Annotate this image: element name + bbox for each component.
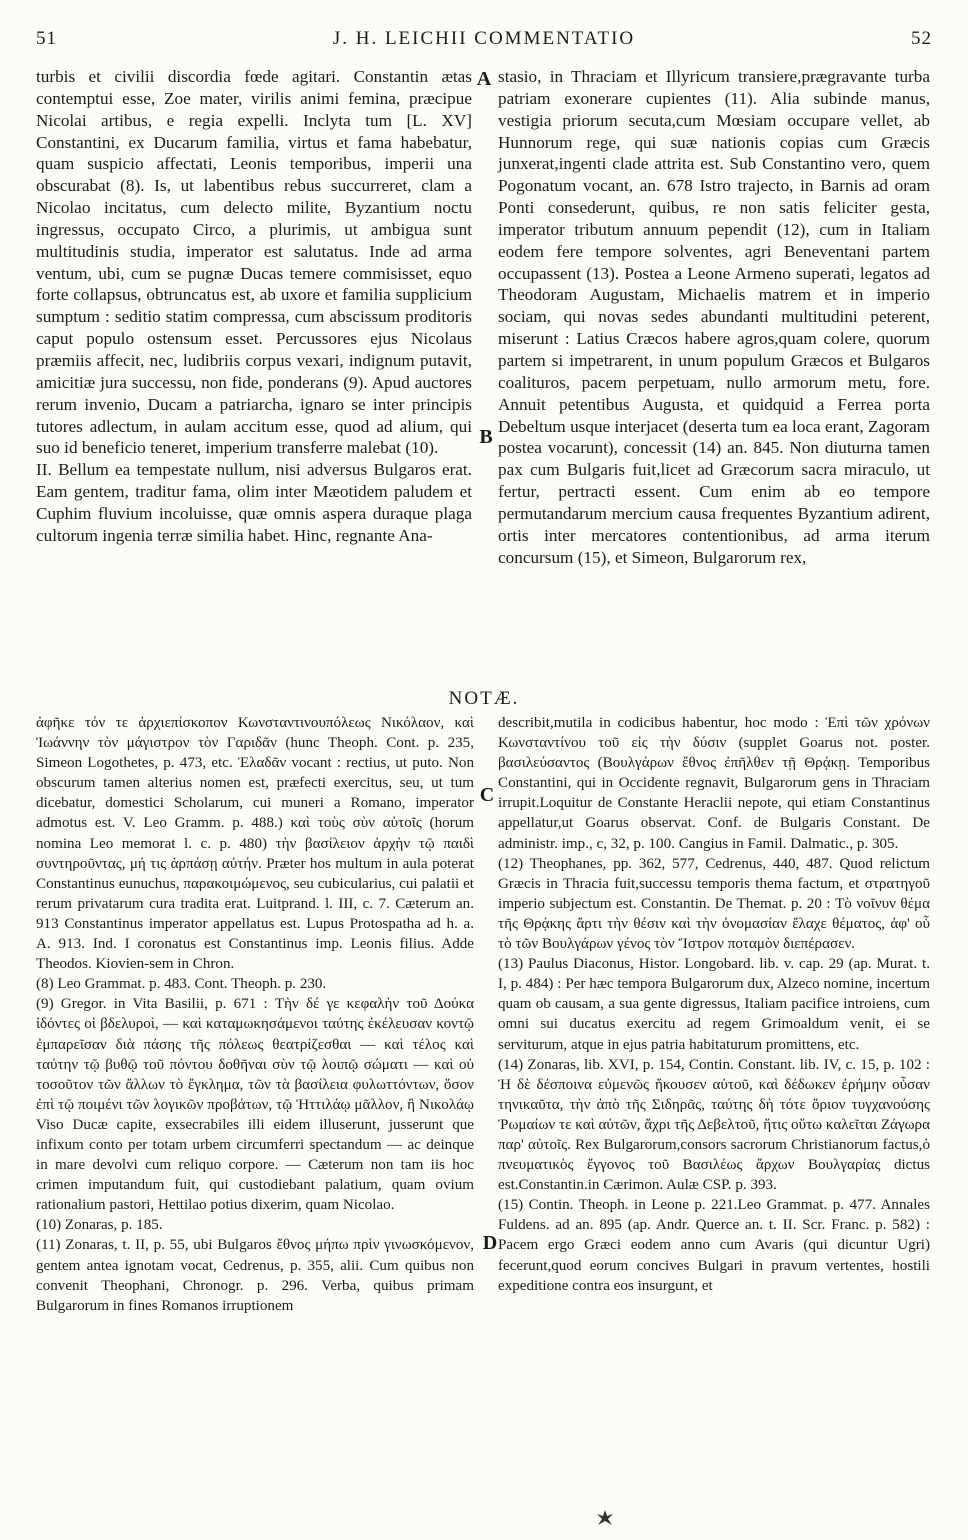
note-entry: (15) Contin. Theoph. in Leone p. 221.Leo Grammat. p. 477. Annales Fuldens. ad an. 895 (ap. Andr. Querce an. t. II. Scr. Franc. p. 582) : Pacem ergo Græci eodem anno cum Avaris (qui dicuntur Ugri) fecerunt,quod eorum concives Bulgari in pravum vertentes, hostili expeditione contra eos insurgunt, et bbox=[498, 1197, 930, 1294]
body-paragraph: stasio, in Thraciam et Illyricum transiere,prægravante turba patriam exonerare cupientes (11). Alia subinde manus, vestigia priorum secuta,cum Mœsiam occupare vellet, ab Hunnorum rege, qui suæ nationis copias cum Græcis junxerat,ingenti clade attrita est. Sub Constantino vero, quem Pogonatum vocant, an. 678 Istro trajecto, in Barnis ad oram Ponti consederunt, quibus, re non satis feliciter gesta, imperator tributum annuum pependit (12), cum in Italiam eodem fere tempore solventes, agri Beneventani partem occupassent (13). Postea a Leone Armeno superati, legatos ad Theodoram Augustam, Michaelis matrem et in imperio sociam, qui novas sedes abundanti multitudini peterent, miserunt : Latius Cræcos habere agros,quam colere, quorum partem si impetrarent, in unum populum Græcos et Bulgaros coalituros, pacem perpetuam, nullo armorum metu, fore. Annuit petentibus Augusta, et quidquid a Ferrea porta Debeltum usque interjacet (deserta tum ea loca erant, Zagoram postea vocarunt), concessit (14) an. 845. Non diuturna tamen pax cum Bulgaris fuit,licet ad Græcorum sacra miraculo, ut fertur, pertracti essent. Cum enim ab eo tempore permutandarum mercium causa frequentes Byzantium adirent, ortis inter mercatores contentionibus, ad arma iterum concursum (15), et Simeon, Bulgarorum rex, bbox=[498, 67, 930, 567]
notes-heading: NOTÆ. bbox=[448, 688, 520, 709]
margin-marker-b: B bbox=[479, 426, 493, 448]
note-entry: (13) Paulus Diaconus, Histor. Longobard. lib. v. cap. 29 (ap. Murat. t. I, p. 484) : Per hæc tempora Bulgarorum dux, Alzeco nomine, incertum quam ob causam, a sua gente digressus, Italiam pacifice introiens, cum omni sui ducatus exercitu ad regem Grimoaldum venit, ei se serviturum, atque in ejus patria habitaturum promittens, etc. bbox=[498, 956, 930, 1053]
margin-marker-c: C bbox=[479, 784, 495, 806]
note-entry: (14) Zonaras, lib. XVI, p. 154, Contin. Constant. lib. IV, c. 15, p. 102 : Ἡ δὲ δέσποινα εὐμενῶς ἤκουσεν αὐτοῦ, καὶ δέδωκεν ἐρήμην οὖσαν τηνικαῦτα, τὴν ἀπὸ τῆς Σιδηρᾶς, ταύτης δὴ τότε ὅριον τυγχανούσης Ῥωμαίων τε καὶ αὐτῶν, ἄχρι τῆς Δεβελτοῦ, ἥτις οὕτω καλεῖται Ζάγωρα παρ' αὐτοῖς. Rex Bulgarorum,consors sacrorum Christianorum factus,ὁ πνευματικὸς ἔγγονος τοῦ Βασιλέως ἄρχων Βουλγαρίας dictus est.Constantin.in Cærimon. Aulæ CSP. p. 393. bbox=[498, 1056, 930, 1194]
page-header bbox=[36, 28, 932, 58]
margin-marker-d: D bbox=[482, 1232, 498, 1254]
note-entry: (10) Zonaras, p. 185. bbox=[36, 1217, 163, 1234]
note-entry: (8) Leo Grammat. p. 483. Cont. Theoph. p. 230. bbox=[36, 976, 327, 993]
body-paragraph: turbis et civilii discordia fœde agitari. Constantin ætas contemptui esse, Zoe mater, virilis animi femina, præcipue Nicolai artibus, e regia expelli. Inclyta tum [L. XV] Constantini, ex Ducarum familia, virtus et fama habebatur, quam suspicio affectati, Leonis temporibus, imperii una obscurabat (8). Is, ut labentibus rebus succurreret, clam a Nicolao incitatus, cum delecto milite, Byzantium noctu ingressus, occupato Circo, a plurimis, ut ambigua sunt multitudinis studia, imperator est salutatus. Inde ad arma ventum, ubi, cum se pugnæ Ducas temere commisisset, equo forte collapsus, obtruncatus est, ab uxore et familia supplicium sumptum : seditio statim compressa, cum abscissum proditoris caput populo ostensum esset. Percussores ejus Nicolaus præmiis affecit, nec, ludibriis corpus vexari, indignum putavit, amicitiæ jura successu, non fide, ponderans (9). Apud auctores rerum invenio, Ducam a patriarcha, ignaro se inter principis tutores adlectum, in aulam accitum esse, quod ad alium, qui suo id beneficio teneret, imperium transferre malebat (10). bbox=[36, 67, 472, 458]
note-entry: (11) Zonaras, t. II, p. 55, ubi Bulgaros ἔθνος μήπω πρὶν γινωσκόμενον, gentem antea ignotam vocat, Cedrenus, p. 355, alii. Cum quibus non convenit Theophani, Chronogr. p. 296. Verba, quibus primam Bulgarorum in fines Romanos irruptionem bbox=[36, 1237, 474, 1314]
page-number-left: 51 bbox=[36, 28, 57, 49]
body-column-right bbox=[498, 66, 930, 568]
note-entry: ἀφῆκε τόν τε ἀρχιεπίσκοπον Κωνσταντινουπόλεως Νικόλαον, καὶ Ἰωάννην τὸν μάγιστρον τὸν Γαριδᾶν (hunc Theoph. Cont. p. 235, Simeon Logothetes, p. 473, etc. Ἐλαδᾶν vocant : rectius, ut puto. Non obscurum tamen alterius nomen est, præfecti exercitus, seu, ut tum dicebatur, domestici Scholarum, cui muneri a Romano, imperator admotus est. V. Leo Gramm. p. 488.) καὶ τοὺς σὺν αὐτοῖς (horum nomina Leo memorat l. c. p. 480) τὴν βασίλειον ἀρχὴν τῷ παιδὶ συντηροῦντας, μή τις ἁρπάσῃ αὐτήν. Præter hos multum in aula poterat Constantinus eunuchus, παρακοιμώμενος, seu cubicularius, cui palatii et rerum privatarum cura tradita erat. Luitprand. l. III, c. 7. Cæterum an. 913 Constantinus imperator appellatus est. Lupus Protospatha ad h. a. A. 913. Ind. I coronatus est Constantinus imp. Leonis filius. Adde Theodos. Kiovien-sem in Chron. bbox=[36, 715, 474, 973]
note-entry: (9) Gregor. in Vita Basilii, p. 671 : Τὴν δέ γε κεφαλὴν τοῦ Δούκα ἰδόντες οἱ βδελυροὶ, — καὶ καταμωκησάμενοι ταύτης ἐκέλευσαν κοντῷ ἐμπαρεῖσαν διὰ πάσης τῆς πόλεως θεατρίζεσθαι — καὶ τέλος καὶ ταύτην τῷ βυθῷ τοῦ πόντου δοθῆναι σὺν τῷ λοιπῷ σώματι — καὶ οὐ τοσοῦτον τῶν ἄλλων τὸ ἔγκλημα, τῶν τὰ βασίλεια φυλωττόντων, ὅσον ἐπὶ τῷ ποιμένι τῶν λογικῶν προβάτων, τῷ Ἠττιλάῳ μᾶλλον, ἢ Νικολάῳ Viso Ducæ capite, exsecrabiles illi eidem illuserunt, jusserunt que infixum conto per totam urbem circumferri spectandum — ac deinque in mare devolvi cum reliquo corpore. — Cæterum non tam iis hoc crimen imputandum fuit, qui custodiebant palatium, quam ovium rationalium pastori, Hettilao potius dixerim, quam Nicolao. bbox=[36, 996, 474, 1214]
notes-column-right bbox=[498, 713, 930, 1296]
running-title: J. H. LEICHII COMMENTATIO bbox=[332, 28, 636, 49]
notes-column-left bbox=[36, 713, 474, 1316]
page-number-right: 52 bbox=[911, 28, 932, 49]
body-column-left bbox=[36, 66, 472, 547]
body-paragraph: II. Bellum ea tempestate nullum, nisi adversus Bulgaros erat. Eam gentem, traditur fama, olim inter Mæotidem paludem et Cuphim fluvium incoluisse, quæ omnis aspera duraque plaga cultorum ingenia terræ similia habet. Hinc, regnante Ana- bbox=[36, 460, 472, 545]
ornament-icon bbox=[590, 1508, 620, 1528]
note-entry: describit,mutila in codicibus habentur, hoc modo : Ἐπὶ τῶν χρόνων Κωνσταντίνου τοῦ εἰς τὴν δύσιν (supplet Goarus not. poster. βασιλεύσαντος (Βουλγάρων ἔθνος ἐπῆλθεν τῇ Θρᾴκῃ. Temporibus Constantini, qui in Occidente regnavit, Bulgarorum gens in Thraciam irrupit.Loquitur de Constante Heraclii nepote, qui etiam Constantinus appellatur,ut Goarus observat. Conf. de Bulgaris Constant. De administr. imp., c, 32, p. 100. Cangius in Famil. Dalmatic., p. 305. bbox=[498, 715, 930, 852]
note-entry: (12) Theophanes, pp. 362, 577, Cedrenus, 440, 487. Quod relictum Græcis in Thracia fuit,successu temporis thema factum, et στρατηγοῦ imperio subjectum est. Constantin. De Themat. p. 20 : Τὸ νοῖνυν θέμα τῆς Θρᾴκης ἄρτι τὴν θέσιν καὶ τὴν ὀνομασίαν ἔλαχε θέματος, ἀφ' οὗ τὸ τῶν Βουλγάρων γένος τὸν Ἴστρον ποταμὸν διεπέρασεν. bbox=[498, 855, 930, 953]
margin-marker-a: A bbox=[476, 68, 492, 90]
